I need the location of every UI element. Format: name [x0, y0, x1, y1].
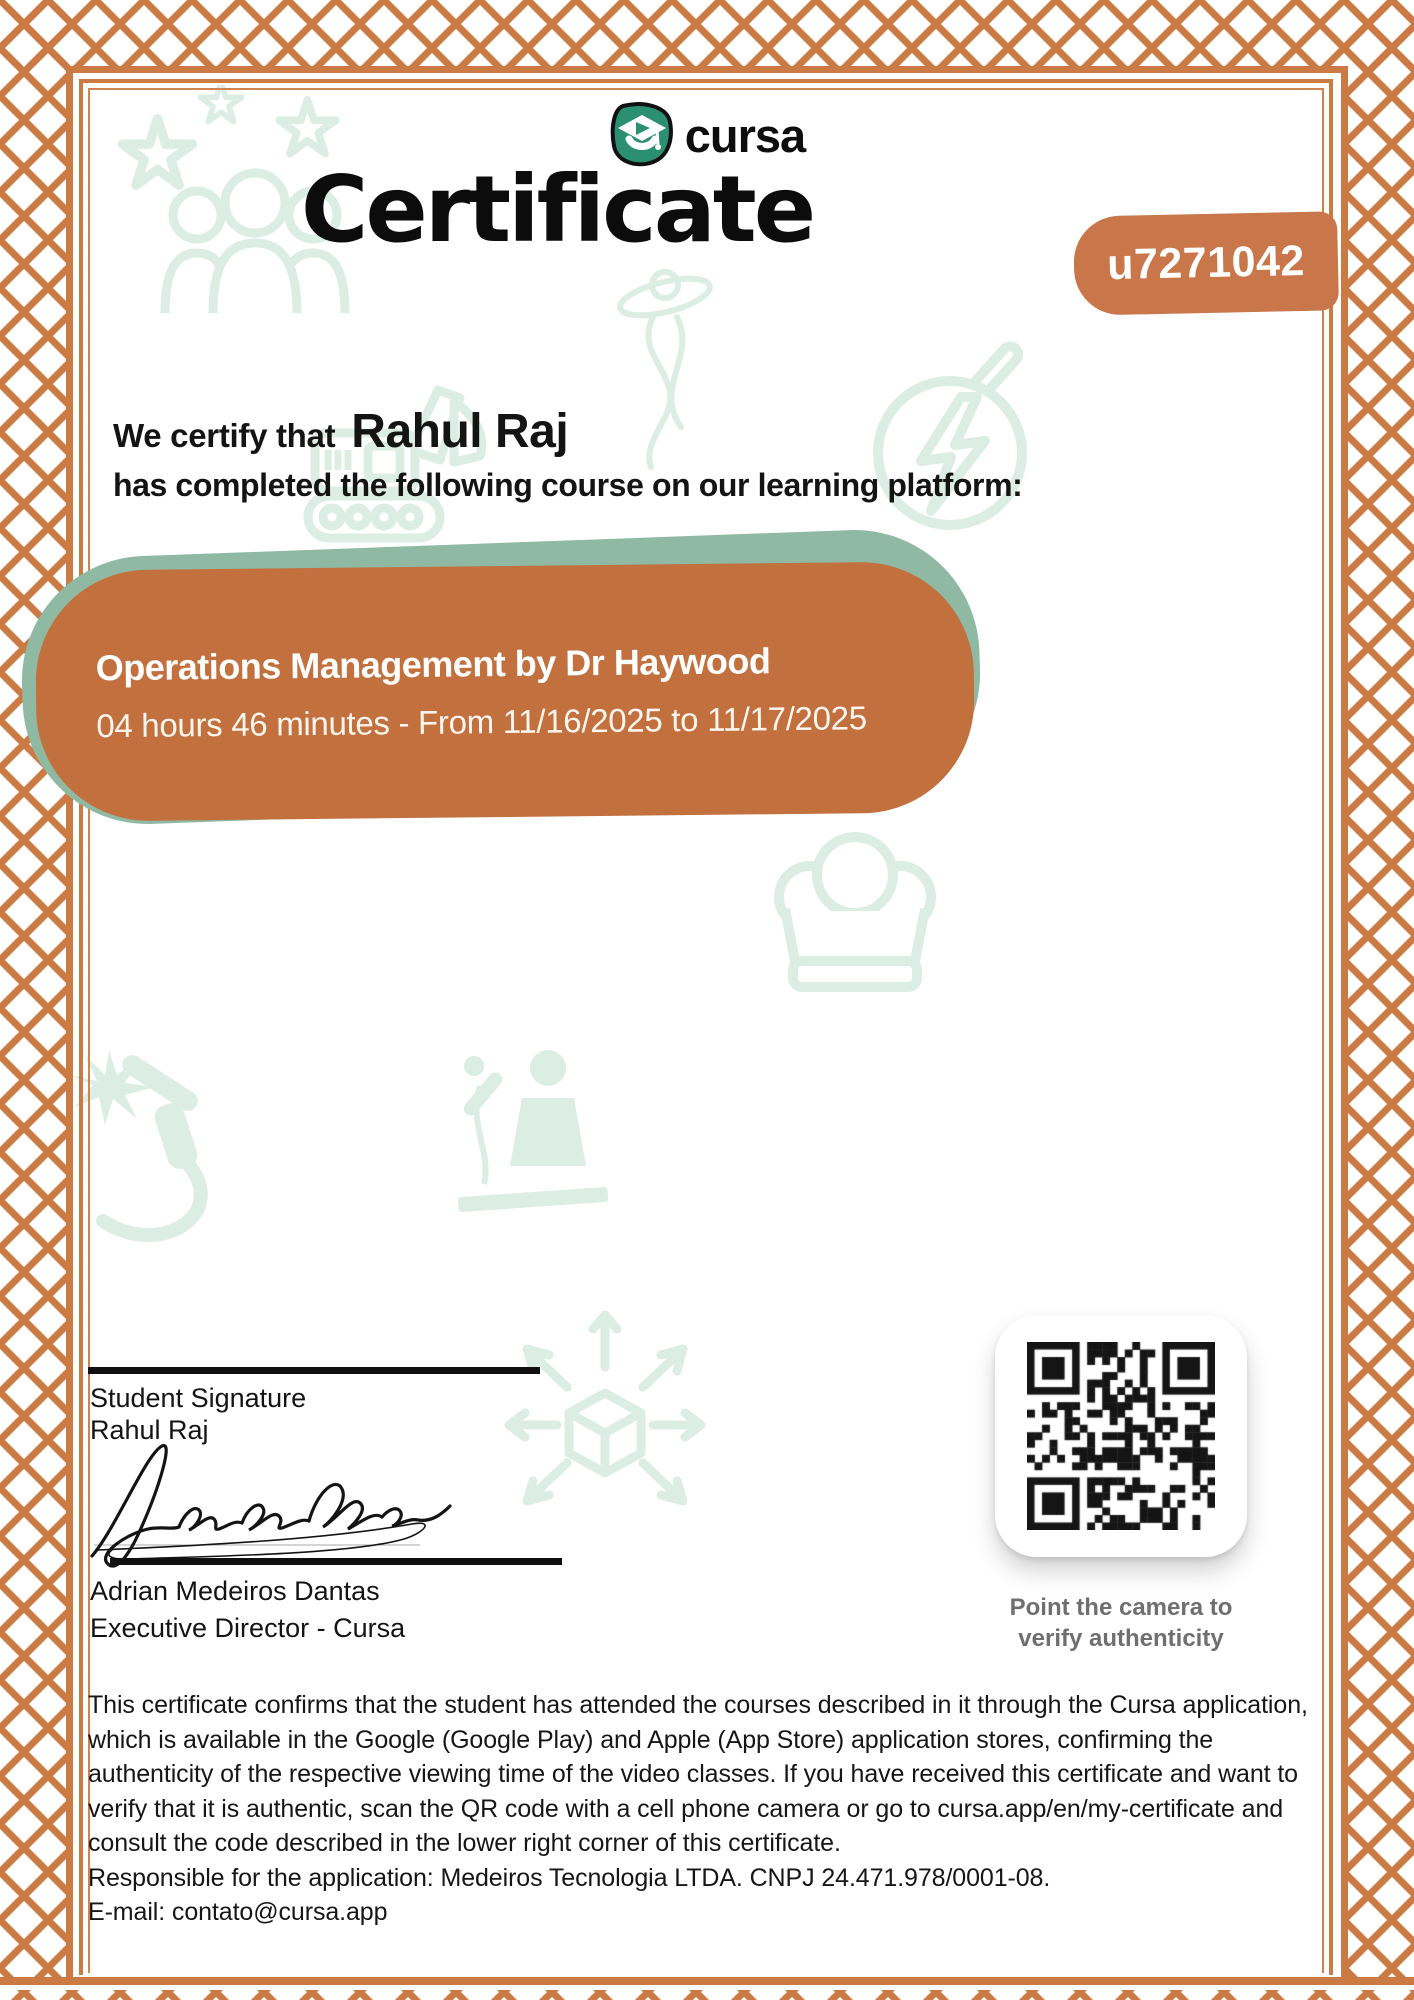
certificate-code: u7271042	[1106, 236, 1306, 290]
intro-prefix: We certify that	[113, 417, 336, 454]
qr-card	[995, 1315, 1247, 1557]
director-name: Adrian Medeiros Dantas	[90, 1576, 380, 1606]
signature-rule-top	[88, 1367, 540, 1374]
intro-line2: has completed the following course on our learning platform:	[113, 467, 1023, 503]
certificate-code-badge	[1073, 211, 1339, 316]
brand-wordmark: cursa	[684, 108, 806, 162]
qr-code	[1027, 1342, 1215, 1530]
qr-caption	[975, 1592, 1267, 1654]
page-title: Certificate	[300, 156, 814, 263]
signature-rule-bottom	[110, 1558, 562, 1565]
student-signature-label: Student Signature	[90, 1383, 307, 1413]
course-banner	[35, 561, 976, 822]
director-title: Executive Director - Cursa	[90, 1613, 406, 1643]
course-title: Operations Management by Dr Haywood	[95, 639, 771, 688]
student-signature-name: Rahul Raj	[90, 1415, 209, 1445]
footer-responsible: Responsible for the application: Medeiros Tecnologia LTDA. CNPJ 24.471.978/0001-08.	[88, 1863, 1051, 1892]
footer-email: E-mail: contato@cursa.app	[88, 1898, 388, 1926]
qr-caption-line2: verify authenticity	[1018, 1625, 1224, 1652]
student-name: Rahul Raj	[351, 405, 569, 458]
footer-disclaimer	[88, 1688, 1340, 1930]
intro-block	[113, 404, 1022, 504]
course-details: 04 hours 46 minutes - From 11/16/2025 to 11/17/2025	[96, 698, 867, 744]
footer-body: This certificate confirms that the student has attended the courses described in it through the Cursa application, which is available in the Google (Google Play) and Apple (App Store) application stores, confirming the authenticity of the respective viewing time of the video classes. If you have received this certificate and want to verify that it is authentic, scan the QR code with a cell phone camera or go to cursa.app/en/my-certificate and consult the code described in the lower right corner of this certificate.	[88, 1691, 1308, 1857]
bottom-rule	[0, 1977, 1414, 1985]
qr-caption-line1: Point the camera to	[1009, 1594, 1233, 1621]
